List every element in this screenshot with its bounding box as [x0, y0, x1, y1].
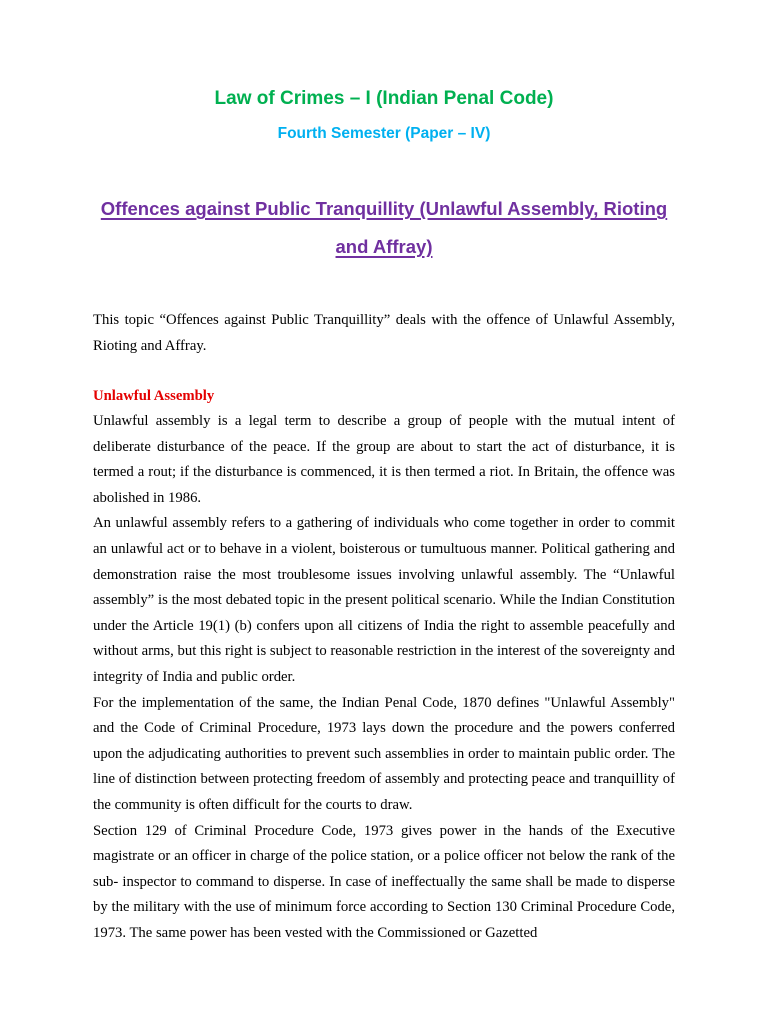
section-heading: Unlawful Assembly	[93, 388, 215, 404]
section-body	[93, 409, 675, 946]
topic-heading-text: Offences against Public Tranquillity (Unlawful Assembly, Rioting and Affray)	[100, 198, 668, 257]
body-paragraph: For the implementation of the same, the Indian Penal Code, 1870 defines "Unlawful Assembly" and the Code of Criminal Procedure, 1973 lays down the procedure and the powers conferred upon the adjudicating authorities to prevent such assemblies in order to maintain public order. The line of distinction between protecting freedom of assembly and protecting peace and tranquillity of the community is often difficult for the courts to draw.	[93, 694, 675, 813]
body-paragraph: An unlawful assembly refers to a gathering of individuals who come together in order to commit an unlawful act or to behave in a violent, boisterous or tumultuous manner. Political gathering and demonstration raise the most troublesome issues involving unlawful assembly. The “Unlawful assembly” is the most debated topic in the present political scenario. While the Indian Constitution under the Article 19(1) (b) confers upon all citizens of India the right to assemble peacefully and without arms, but this right is subject to reasonable restriction in the interest of the sovereignty and integrity of India and public order.	[93, 515, 675, 685]
topic-heading	[92, 190, 676, 266]
body-paragraph: Unlawful assembly is a legal term to describe a group of people with the mutual intent of deliberate disturbance of the peace. If the group are about to start the act of disturbance, it is termed a rout; if the disturbance is commenced, it is then termed a riot. In Britain, the offence was abolished in 1986.	[93, 413, 675, 506]
course-title: Law of Crimes – I (Indian Penal Code)	[214, 88, 554, 109]
body-paragraph: Section 129 of Criminal Procedure Code, 1973 gives power in the hands of the Executive magistrate or an officer in charge of the police station, or a police officer not below the rank of the sub- inspector to command to disperse. In case of ineffectually the same shall be made to disperse by the military with the use of minimum force according to Section 130 Criminal Procedure Code, 1973. The same power has been vested with the Commissioned or Gazetted	[93, 822, 675, 941]
semester-subtitle: Fourth Semester (Paper – IV)	[277, 125, 491, 142]
intro-paragraph: This topic “Offences against Public Tranquillity” deals with the offence of Unlawful Assembly, Rioting and Affray.	[93, 312, 675, 354]
